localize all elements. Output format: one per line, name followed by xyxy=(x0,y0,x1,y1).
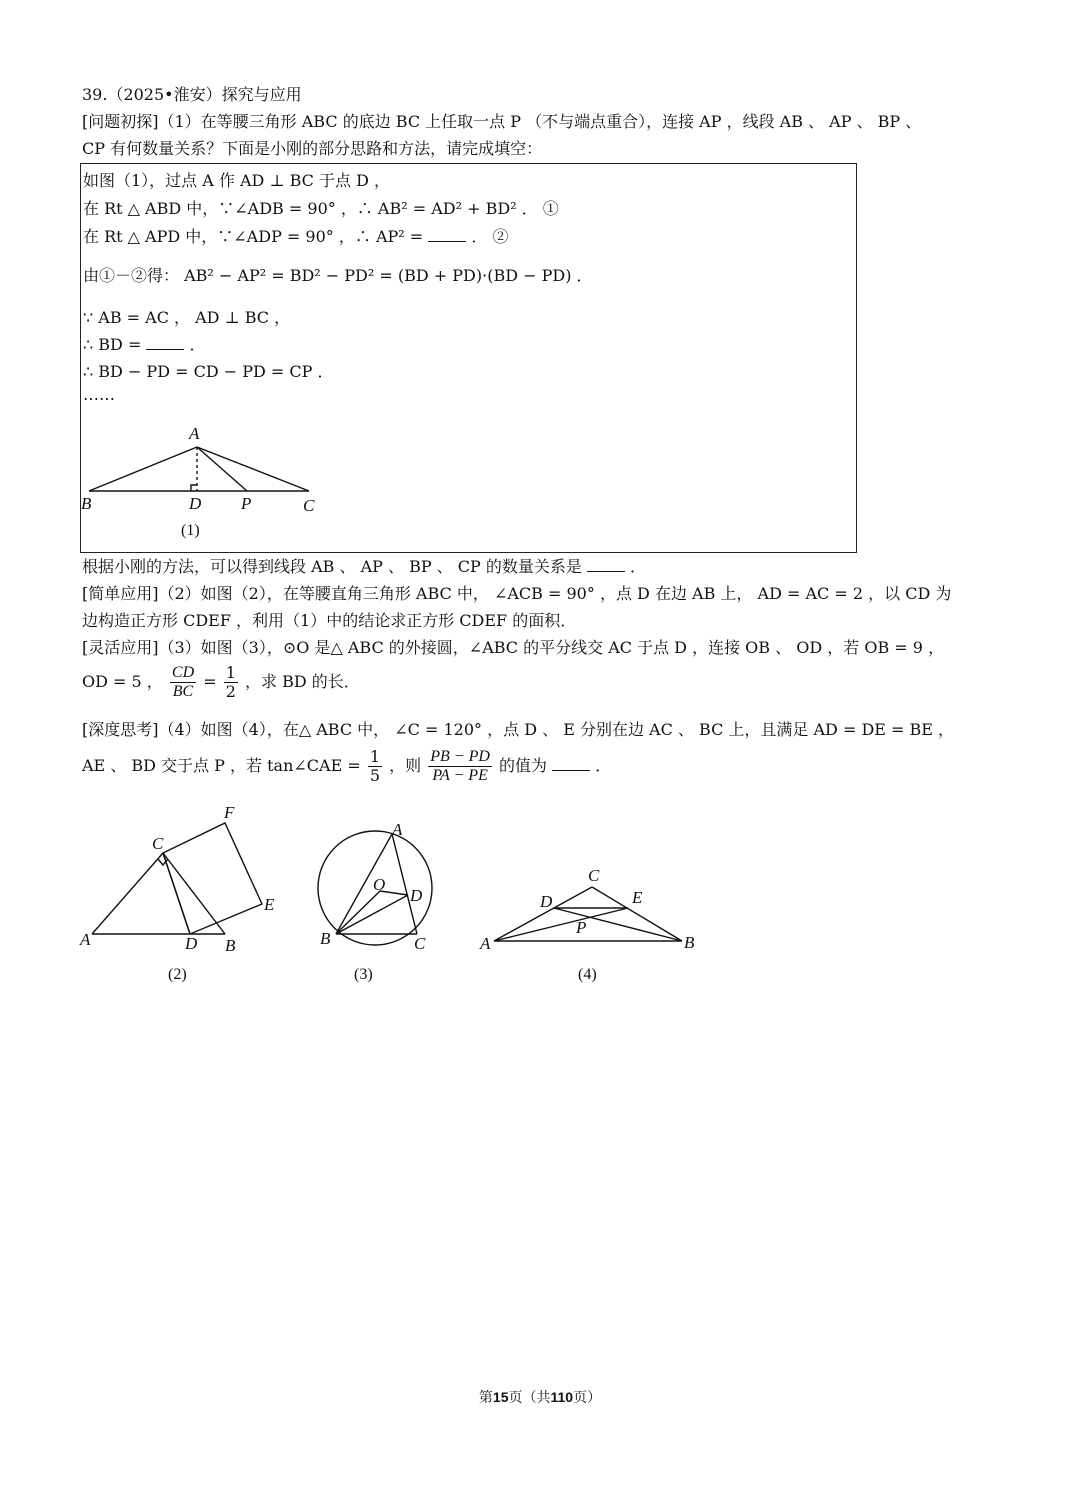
fig2-label-f: F xyxy=(224,803,235,822)
q4-fraction-1 xyxy=(368,748,382,785)
figures-row xyxy=(0,795,720,995)
figure-2 xyxy=(92,823,262,934)
q4-text-b: ，则 xyxy=(389,756,422,775)
fig3-label-d: D xyxy=(410,886,423,905)
box-line-2: 在 Rt △ ABD 中，∵∠ADB = 90° ，∴ AB² = AD² + BD² ． ① xyxy=(83,199,559,218)
footer-mid: 页（共 xyxy=(508,1390,551,1406)
fig4-label-a: A xyxy=(480,934,491,953)
fig4-label-c: C xyxy=(588,866,600,885)
fig4-label-e: E xyxy=(632,888,643,907)
q4-frac2-den: PA − PE xyxy=(432,767,488,784)
q1-conclusion-end: ． xyxy=(630,557,647,576)
q1-conclusion xyxy=(82,556,646,578)
fig3-label-c: C xyxy=(414,934,426,953)
fig3-caption: (3) xyxy=(354,966,373,983)
q3-fraction-2 xyxy=(224,664,238,701)
box-line-5: ∵ AB = AC ， AD ⊥ BC ， xyxy=(83,308,291,327)
box-line-6-end: ． xyxy=(189,335,206,354)
fig2-caption: (2) xyxy=(168,966,187,983)
q4-text-c: 的值为 xyxy=(499,756,548,775)
q3-frac2-num: 1 xyxy=(225,663,236,682)
box-line-3-text: 在 Rt △ APD 中，∵∠ADP = 90° ，∴ AP² = xyxy=(83,227,424,246)
intro-line-2: CP 有何数量关系？下面是小刚的部分思路和方法，请完成填空： xyxy=(82,139,543,158)
fig4-caption: (4) xyxy=(578,966,597,983)
answer-blank-2[interactable] xyxy=(146,335,184,350)
q3-line-1: [灵活应用]（3）如图（3），⊙O 是△ ABC 的外接圆，∠ABC 的平分线交 AC 于点 D ，连接 OB 、 OD ，若 OB = 9 ， xyxy=(82,638,945,657)
q4-frac2-num: PB − PD xyxy=(430,748,490,765)
fig1-label-a: A xyxy=(189,424,200,443)
page-footer xyxy=(0,1387,1080,1407)
intro-line-1: [问题初探]（1）在等腰三角形 ABC 的底边 BC 上任取一点 P （不与端点重合），连接 AP ，线段 AB 、 AP 、 BP 、 xyxy=(82,112,922,131)
q2-line-1: [简单应用]（2）如图（2），在等腰直角三角形 ABC 中， ∠ACB = 90° ，点 D 在边 AB 上， AD = AC = 2 ，以 CD 为 xyxy=(82,584,952,603)
box-line-8: …… xyxy=(83,385,115,404)
box-line-7: ∴ BD − PD = CD − PD = CP ． xyxy=(83,362,334,381)
fig3-label-o: O xyxy=(373,875,386,894)
fig2-label-d: D xyxy=(185,934,198,953)
footer-total-pages: 110 xyxy=(550,1389,574,1405)
fig2-label-b: B xyxy=(225,936,236,955)
q3-ask: ，求 BD 的长． xyxy=(245,672,360,691)
box-line-3-end: ． ② xyxy=(471,227,509,246)
q2-line-2: 边构造正方形 CDEF ，利用（1）中的结论求正方形 CDEF 的面积． xyxy=(82,611,577,630)
fig1-label-p: P xyxy=(241,494,252,513)
q3-frac2-den: 2 xyxy=(225,682,236,701)
box-line-3 xyxy=(83,226,508,248)
problem-header: 39.（2025•淮安）探究与应用 xyxy=(82,85,302,104)
answer-blank-4[interactable] xyxy=(552,756,590,771)
q4-line-1: [深度思考]（4）如图（4），在△ ABC 中， ∠C = 120° ，点 D 、 E 分别在边 AC 、 BC 上，且满足 AD = DE = BE ， xyxy=(82,720,955,739)
fig2-label-c: C xyxy=(152,834,164,853)
fig4-label-d: D xyxy=(540,892,553,911)
fig1-caption: (1) xyxy=(181,522,200,539)
box-line-4: 由①－②得： AB² − AP² = BD² − PD² = (BD + PD)·(BD − PD) ． xyxy=(83,266,593,285)
box-line-1: 如图（1），过点 A 作 AD ⊥ BC 于点 D ， xyxy=(83,171,390,190)
footer-pre: 第 xyxy=(478,1390,493,1406)
q3-fraction-1 xyxy=(170,664,196,701)
q4-text-a: AE 、 BD 交于点 P ，若 tan∠CAE = xyxy=(82,756,361,775)
fig2-label-a: A xyxy=(80,930,91,949)
footer-post: 页） xyxy=(573,1390,602,1406)
fig4-label-p: P xyxy=(576,918,587,937)
q4-text-d: ． xyxy=(595,756,612,775)
q3-line-2 xyxy=(82,664,360,701)
q3-equals: = xyxy=(203,672,217,691)
figure-4 xyxy=(494,887,682,941)
fig1-label-b: B xyxy=(81,494,92,513)
q4-line-2 xyxy=(82,748,611,785)
q3-frac1-den: BC xyxy=(172,683,194,700)
fig1-label-c: C xyxy=(303,496,315,515)
q3-frac1-num: CD xyxy=(171,664,195,681)
q4-frac1-num: 1 xyxy=(369,747,381,766)
fig2-label-e: E xyxy=(264,895,275,914)
box-line-6 xyxy=(83,334,206,356)
figure-1 xyxy=(81,419,341,544)
q1-conclusion-text: 根据小刚的方法，可以得到线段 AB 、 AP 、 BP 、 CP 的数量关系是 xyxy=(82,557,582,576)
fig3-label-a: A xyxy=(392,820,403,839)
answer-blank-3[interactable] xyxy=(587,557,625,572)
q4-fraction-2 xyxy=(428,748,492,785)
answer-blank-1[interactable] xyxy=(428,227,466,242)
solution-box xyxy=(80,163,857,553)
fig1-label-d: D xyxy=(189,494,202,513)
box-line-6-text: ∴ BD = xyxy=(83,335,142,354)
q4-frac1-den: 5 xyxy=(369,766,381,785)
fig3-label-b: B xyxy=(320,929,331,948)
fig4-label-b: B xyxy=(684,933,695,952)
q3-od: OD = 5 ， xyxy=(82,672,163,691)
footer-page-number: 15 xyxy=(492,1389,509,1405)
